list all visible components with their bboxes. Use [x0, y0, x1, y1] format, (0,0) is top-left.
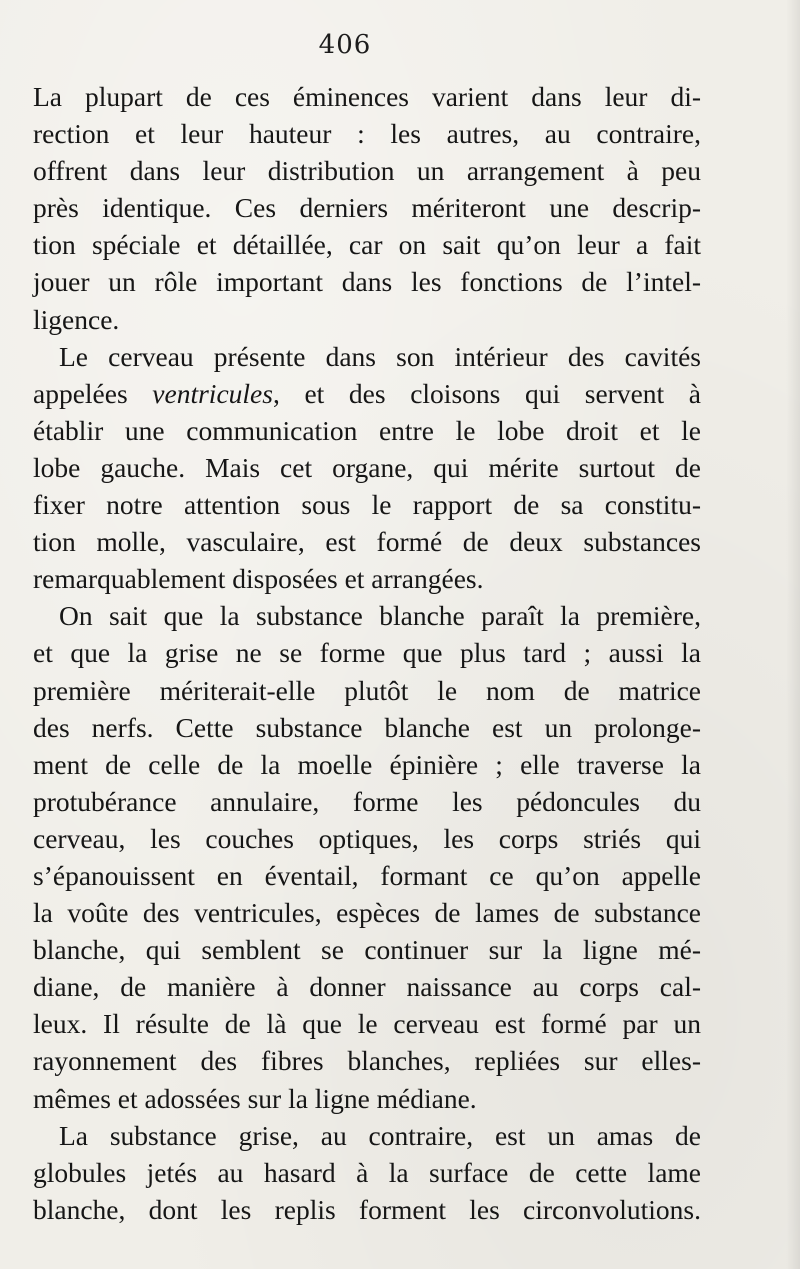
- text-line: cerveau, les couches optiques, les corps striés qui: [33, 822, 701, 854]
- text-line: blanche, qui semblent se continuer sur la ligne mé-: [33, 934, 701, 966]
- text-line: diane, de manière à donner naissance au corps cal-: [33, 971, 701, 1003]
- text-line: remarquablement disposées et arrangées.: [33, 563, 484, 595]
- page-number: 406: [318, 30, 372, 60]
- text-line: fixer notre attention sous le rapport de sa constitu-: [33, 489, 701, 521]
- text-line: offrent dans leur distribution un arrangement à peu: [33, 155, 701, 187]
- text-line: Le cerveau présente dans son intérieur des cavités: [59, 340, 701, 372]
- italic-term: ventricules: [152, 377, 273, 409]
- page-spine-shadow: [786, 0, 800, 1269]
- text-line: des nerfs. Cette substance blanche est un prolonge-: [33, 711, 701, 743]
- text-line: la voûte des ventricules, espèces de lames de substance: [33, 897, 701, 929]
- text-line: tion spéciale et détaillée, car on sait qu’on leur a fait: [33, 229, 701, 261]
- text-line: établir une communication entre le lobe droit et le: [33, 414, 701, 446]
- text-line: La substance grise, au contraire, est un amas de: [59, 1119, 701, 1151]
- text-line: tion molle, vasculaire, est formé de deux substances: [33, 526, 701, 558]
- text-line-with-italic: [33, 375, 701, 412]
- text-line: rection et leur hauteur : les autres, au contraire,: [33, 118, 701, 150]
- text-line: blanche, dont les replis forment les circonvolutions.: [33, 1193, 701, 1225]
- paragraph: [33, 597, 701, 1116]
- text-line: lobe gauche. Mais cet organe, qui mérite surtout de: [33, 451, 701, 483]
- text-line: mêmes et adossées sur la ligne médiane.: [33, 1082, 477, 1114]
- paragraph: [33, 1117, 701, 1228]
- text-line: et que la grise ne se forme que plus tard ; aussi la: [33, 637, 701, 669]
- paragraph: [33, 338, 701, 598]
- text-line: rayonnement des fibres blanches, repliées sur elles-: [33, 1045, 701, 1077]
- text-line: près identique. Ces derniers mériteront une descrip-: [33, 192, 701, 224]
- text-line: On sait que la substance blanche paraît la première,: [59, 600, 701, 632]
- text-line: protubérance annulaire, forme les pédoncules du: [33, 785, 701, 817]
- text-line: jouer un rôle important dans les fonctions de l’intel-: [33, 266, 701, 298]
- text-run: appelées: [33, 377, 153, 409]
- text-line: ligence.: [33, 303, 120, 335]
- text-line: leux. Il résulte de là que le cerveau est formé par un: [33, 1008, 701, 1040]
- text-line: globules jetés au hasard à la surface de cette lame: [33, 1156, 701, 1188]
- paragraph: [33, 78, 701, 338]
- text-line: La plupart de ces éminences varient dans leur di-: [33, 81, 701, 112]
- text-line: ment de celle de la moelle épinière ; elle traverse la: [33, 748, 701, 780]
- text-line: première mériterait-elle plutôt le nom de matrice: [33, 674, 701, 706]
- text-run: , et des cloisons qui servent à: [272, 377, 701, 409]
- body-text: [33, 78, 701, 1228]
- text-line: s’épanouissent en éventail, formant ce qu’on appelle: [33, 859, 701, 891]
